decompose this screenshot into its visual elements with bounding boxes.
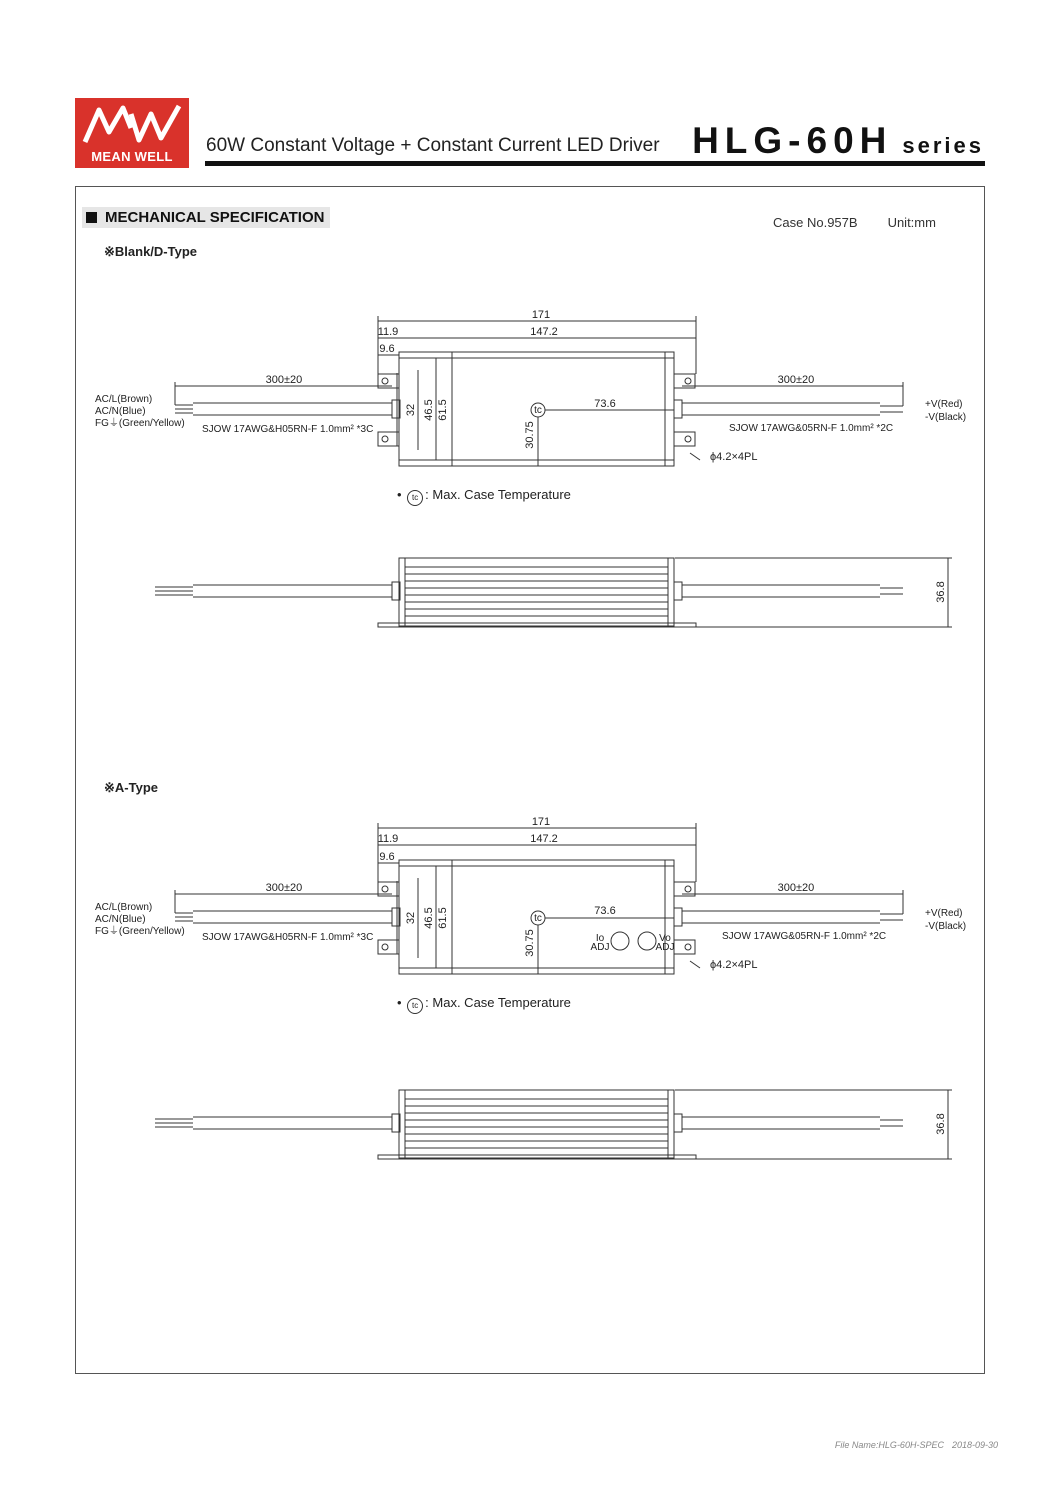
wire-in-label: AC/N(Blue) <box>95 914 146 925</box>
vo-adj-pot <box>638 932 656 950</box>
model-suffix: series <box>902 133 984 158</box>
dim-hole-spacing: 46.5 <box>423 399 435 421</box>
side-view <box>155 558 952 627</box>
vo-adj-label-bottom: ADJ <box>655 942 675 953</box>
mounting-hole <box>685 436 691 442</box>
dim-tc-offset: 73.6 <box>594 905 616 917</box>
wire-out-label: +V(Red) <box>925 399 963 410</box>
wire-out-label: -V(Black) <box>925 412 967 423</box>
tc-note-text: : Max. Case Temperature <box>425 995 571 1010</box>
dim-lead-in: 300±20 <box>265 882 303 894</box>
tc-note: • tc : Max. Case Temperature <box>397 487 571 506</box>
dim-lead-out: 300±20 <box>777 882 815 894</box>
io-adj-label-bottom: ADJ <box>590 942 610 953</box>
section-title-text: MECHANICAL SPECIFICATION <box>105 209 325 226</box>
wire-in-label: FG⏚(Green/Yellow) <box>95 926 185 937</box>
vo-adj-label-top: Vo <box>659 933 671 944</box>
cable-in-spec: SJOW 17AWG&H05RN-F 1.0mm² *3C <box>202 932 374 943</box>
dim-lead-in: 300±20 <box>265 374 303 386</box>
dim-holes: ϕ4.2×4PL <box>710 959 758 971</box>
dim-offset: 9.6 <box>379 343 395 355</box>
file-name: File Name:HLG-60H-SPEC <box>834 1440 944 1450</box>
side-view-a-type <box>155 1090 952 1159</box>
dim-inner-width: 32 <box>405 911 417 925</box>
cable-out-spec: SJOW 17AWG&05RN-F 1.0mm² *2C <box>722 931 887 942</box>
tc-note: • tc : Max. Case Temperature <box>397 995 571 1014</box>
case-number: Case No.957B <box>773 215 858 230</box>
dim-body-length: 147.2 <box>530 326 558 338</box>
top-view <box>175 316 903 466</box>
dim-holes: ϕ4.2×4PL <box>710 451 758 463</box>
model-name: HLG-60H <box>692 120 893 161</box>
tc-icon: tc <box>407 490 423 506</box>
dim-body-length: 147.2 <box>530 833 558 845</box>
dim-height: 36.8 <box>935 581 947 603</box>
dim-tc-height: 30.75 <box>524 421 536 449</box>
tc-icon: tc <box>407 998 423 1014</box>
wire-out-label: -V(Black) <box>925 921 967 932</box>
dim-overall-length: 171 <box>531 816 551 828</box>
tc-marker-a-type <box>531 911 545 925</box>
cable-out-spec: SJOW 17AWG&05RN-F 1.0mm² *2C <box>729 423 894 434</box>
wire-in-label: FG⏚(Green/Yellow) <box>95 418 185 429</box>
tc-note-text: : Max. Case Temperature <box>425 487 571 502</box>
dim-flange: 11.9 <box>377 326 399 338</box>
tc-marker-label: tc <box>534 405 542 416</box>
mounting-hole <box>382 436 388 442</box>
wire-in-label: AC/N(Blue) <box>95 406 146 417</box>
wire-in-label: AC/L(Brown) <box>95 902 153 913</box>
tc-marker-label: tc <box>534 913 542 924</box>
dim-overall-length: 171 <box>531 309 551 321</box>
dim-width: 61.5 <box>437 399 449 421</box>
io-adj-pot <box>611 932 629 950</box>
dim-tc-offset: 73.6 <box>594 398 616 410</box>
tc-marker <box>531 403 545 417</box>
dim-tc-height: 30.75 <box>524 929 536 957</box>
brand-name: MEAN WELL <box>91 149 173 164</box>
wire-out-label: +V(Red) <box>925 908 963 919</box>
mounting-hole <box>685 378 691 384</box>
dim-lead-out: 300±20 <box>777 374 815 386</box>
io-adj-label-top: Io <box>595 933 605 944</box>
dim-width: 61.5 <box>437 907 449 929</box>
type-label-blank-d: ※Blank/D-Type <box>104 244 197 259</box>
type-label-a: ※A-Type <box>104 780 158 795</box>
document-subtitle: 60W Constant Voltage + Constant Current LED Driver <box>206 135 660 156</box>
dim-hole-spacing: 46.5 <box>423 907 435 929</box>
dim-inner-width: 32 <box>405 403 417 417</box>
unit-label: Unit:mm <box>887 215 936 230</box>
file-date: 2018-09-30 <box>951 1440 998 1450</box>
wire-in-label: AC/L(Brown) <box>95 394 153 405</box>
dim-flange: 11.9 <box>377 833 399 845</box>
top-view-a-type <box>175 823 903 974</box>
dim-height: 36.8 <box>935 1113 947 1135</box>
cable-in-spec: SJOW 17AWG&H05RN-F 1.0mm² *3C <box>202 424 374 435</box>
mounting-hole <box>382 378 388 384</box>
dim-offset: 9.6 <box>379 851 395 863</box>
file-footer <box>835 1440 998 1450</box>
